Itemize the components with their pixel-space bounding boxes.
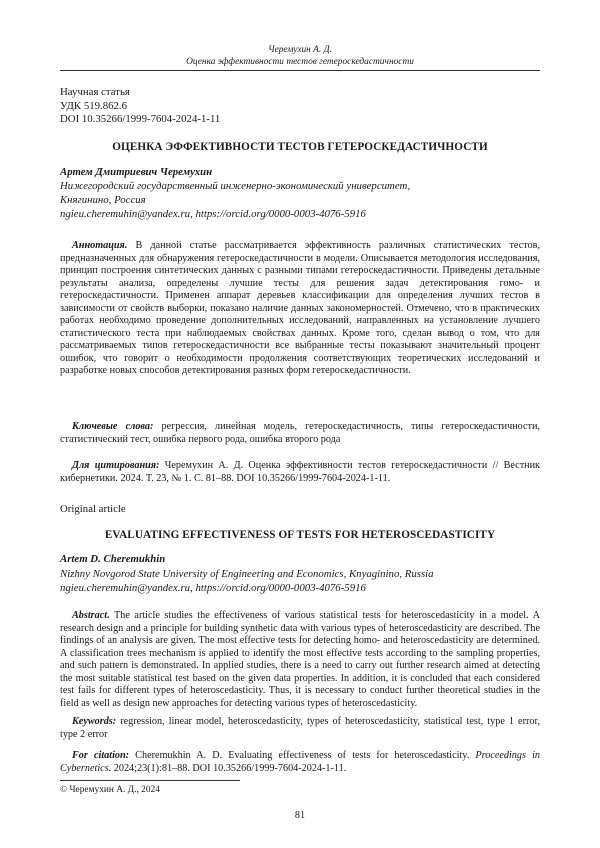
keywords-ru <box>60 421 540 446</box>
footnote-divider <box>60 780 240 781</box>
citation-ru <box>60 460 540 485</box>
abstract-ru-label: Аннотация. <box>72 240 128 251</box>
affiliation-en-line: Nizhny Novgorod State University of Engineering and Economics, Knyaginino, Russia <box>60 568 434 580</box>
running-head <box>60 44 540 68</box>
keywords-ru-text: регрессия, линейная модель, гетероскедастичность, типы гетероскедастичности, статистический тест, ошибка первого рода, ошибка второго рода <box>60 421 540 445</box>
abstract-ru <box>60 240 540 378</box>
article-title-en: EVALUATING EFFECTIVENESS OF TESTS FOR HETEROSCEDASTICITY <box>104 529 496 541</box>
affiliation-ru-line1: Нижегородский государственный инженерно-экономический университет, <box>60 180 411 192</box>
contact-ru: ngieu.cheremuhin@yandex.ru, https://orcid.org/0000-0003-4076-5916 <box>60 207 366 220</box>
keywords-en-text: regression, linear model, heteroscedasticity, types of heteroscedasticity, statistical test, type 1 error, type 2 error <box>60 716 540 740</box>
citation-en-tail: 2024;23(1):81–88. DOI 10.35266/1999-7604-2024-1-11. <box>111 762 347 774</box>
copyright-note: © Черемухин А. Д., 2024 <box>60 785 160 795</box>
contact-en: ngieu.cheremuhin@yandex.ru, https://orcid.org/0000-0003-4076-5916 <box>60 581 366 594</box>
affiliation-ru <box>60 180 410 222</box>
doi: DOI 10.35266/1999-7604-2024-1-11 <box>60 113 221 126</box>
running-head-author: Черемухин А. Д. <box>268 45 332 55</box>
running-head-title: Оценка эффективности тестов гетероскедастичности <box>186 57 414 67</box>
affiliation-en <box>60 568 434 596</box>
header-divider <box>60 70 540 71</box>
author-name-ru: Артем Дмитриевич Черемухин <box>60 166 213 178</box>
abstract-en <box>60 610 540 710</box>
keywords-ru-label: Ключевые слова: <box>72 421 154 432</box>
udc-code: УДК 519.862.6 <box>60 99 128 112</box>
article-type: Научная статья <box>60 86 130 98</box>
abstract-en-label: Abstract. <box>72 610 110 621</box>
citation-en-label: For citation: <box>72 750 130 761</box>
article-meta <box>60 86 220 127</box>
article-title-ru: ОЦЕНКА ЭФФЕКТИВНОСТИ ТЕСТОВ ГЕТЕРОСКЕДАСТИЧНОСТИ <box>112 141 488 153</box>
page-number: 81 <box>294 810 306 821</box>
citation-ru-text: Черемухин А. Д. Оценка эффективности тестов гетероскедастичности // Вестник кибернетики. 2024. Т. 23, № 1. С. 81–88. DOI 10.35266/1999-7604-2024-1-11. <box>60 460 540 484</box>
abstract-ru-text: В данной статье рассматривается эффективность различных статистических тестов, предназначенных для обнаружения гетероскедастичности в модели. Описывается методология исследования, принцип построения синтетических данных с разными типами гетероскедастичности. Приведены детальные результаты анализа, определены лучшие тесты для решения задач детектирования гомо- и гетероскедастичности. Применен аппарат деревьев классификации для определения лучших тестов в зависимости от свойств выборки, показано наличие данных закономерностей. Отмечено, что в практических работах необходимо проведение дополнительных исследований, направленных на установление лучшего статистического теста при наблюдаемых свойствах данных. Кроме того, сделан вывод о том, что для рассматриваемых типов гетероскедастичности все выбранные тесты показывают значительный процент ошибок, что говорит о необходимости продолжения соответствующих теоретических исследований и разработке новых способов детектирования разных форм гетероскедастичности. <box>60 240 540 376</box>
citation-ru-label: Для цитирования: <box>72 460 160 471</box>
keywords-en <box>60 716 540 741</box>
citation-en-journal: Proceedings in Cybernetics. <box>60 750 540 774</box>
citation-en <box>60 750 540 775</box>
keywords-en-label: Keywords: <box>72 716 117 727</box>
article-type-en: Original article <box>60 503 126 515</box>
author-name-en: Artem D. Cheremukhin <box>60 553 166 565</box>
abstract-en-text: The article studies the effectiveness of various statistical tests for heteroscedasticity in a model. A research design and a principle for building synthetic data with various types of heteroscedasticity are described. The findings of an analysis are given. The most effective tests for detecting homo- and heteroscedasticity are determined. A classification trees mechanism is applied to identify the most effective tests according to the sampling properties, and such pattern is demonstrated. In applied studies, there is a need to carry out further research aimed at detecting the most suitable statistical test based on the given data properties. In addition, it is concluded that each considered test fails for different types of heteroscedasticity. Thus, it is necessary to conduct further theoretical studies in the field as well as design new approaches for detecting various types of heteroscedasticity. <box>60 610 540 709</box>
affiliation-ru-line2: Княгинино, Россия <box>60 193 146 206</box>
citation-en-text: Cheremukhin A. D. Evaluating effectiveness of tests for heteroscedasticity. <box>129 750 476 761</box>
